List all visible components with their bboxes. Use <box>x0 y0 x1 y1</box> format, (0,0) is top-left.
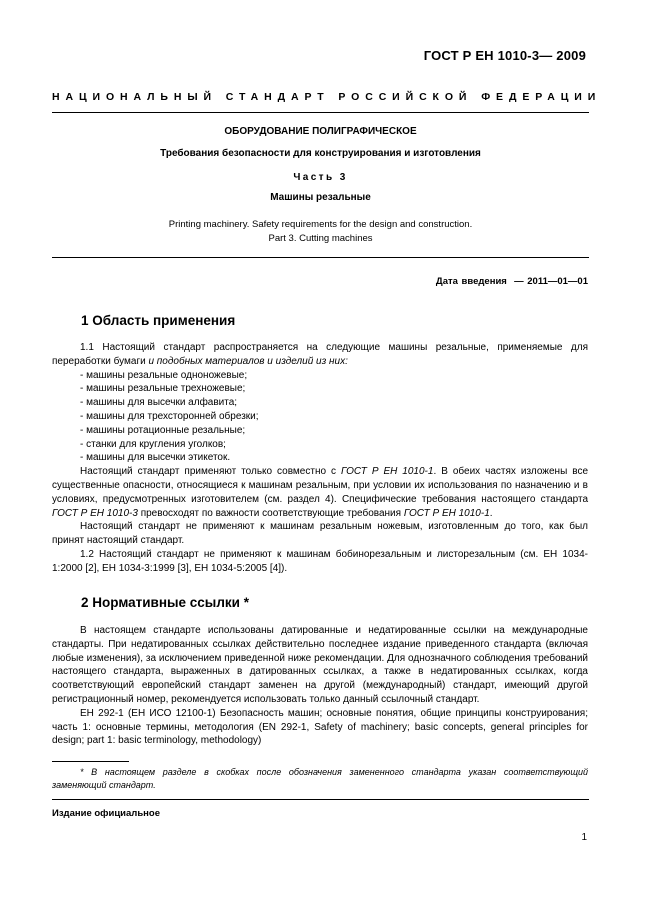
section1-paragraph: 1.2 Настоящий стандарт не применяют к машинам бобинорезальным и листорезальным (см. ЕН 1034-1:2000 [2], ЕН 1034-3:1999 [3], ЕН 1034-5:2005 [4]). <box>52 548 588 574</box>
section1-p2-text-a: Настоящий стандарт применяют только совместно с <box>80 466 341 478</box>
section1-paragraph: Настоящий стандарт не применяют к машинам резальным ножевым, изготовленным до того, как был принят настоящий стандарт. <box>52 521 588 547</box>
title-english-line2: Part 3. Cutting machines <box>268 232 373 244</box>
section2-paragraph: ЕН 292-1 (ЕН ИСО 12100-1) Безопасность машин; основные понятия, общие принципы конструирования; часть 1: основные термины, методология (EN 292-1, Safety of machinery; basic concepts, general principles for design; part 1: basic terminology, methodology) <box>52 707 588 747</box>
list-item: - машины резальные трехножевые; <box>80 383 246 395</box>
official-edition-label: Издание официальное <box>52 808 160 819</box>
national-standard-banner: НАЦИОНАЛЬНЫЙ СТАНДАРТ РОССИЙСКОЙ ФЕДЕРАЦИИ <box>52 91 602 103</box>
page-number: 1 <box>581 832 587 843</box>
title-divider <box>52 257 589 258</box>
section2-heading: 2 Нормативные ссылки * <box>81 595 249 610</box>
list-item: - машины ротационные резальные; <box>80 424 246 436</box>
list-item: - машины для высечки алфавита; <box>80 397 238 409</box>
list-item: - машины резальные одноножевые; <box>80 369 248 381</box>
footnote-text: * В настоящем разделе в скобках после обозначения замененного стандарта указан соответствующий заменяющий стандарт. <box>52 767 588 790</box>
standard-reference: ГОСТ Р ЕН 1010-1 <box>403 507 490 519</box>
section1-p2-text-b: . В обеих частях изложены все существенные опасности, относящиеся к машинам резальным, при условии их использования по назначению и в условиях, предусмотренных изготовителем (см. раздел 4). Специфические требования настоящего стандарта <box>52 466 588 505</box>
list-item: - станки для кругления уголков; <box>80 438 226 450</box>
title-english-line1: Printing machinery. Safety requirements for the design and construction. <box>168 219 473 230</box>
title-part-name: Машины резальные <box>270 192 371 203</box>
footnote <box>52 766 588 792</box>
intro-date-value: — 2011—01—01 <box>514 276 588 287</box>
section2-paragraph: В настоящем стандарте использованы датированные и недатированные ссылки на международные стандарты. При недатированных ссылках действительно последнее издание приведенного стандарта (включая любые изменения), за исключением приведенной ниже рекомендации. Для однозначного соблюдения требований настоящего стандарта, выраженных в датированных ссылках, а также в недатированных ссылках, когда соответствующий европейский стандарт заменен на другой (международный) стандарт, имеющий другой регистрационный номер, рекомендуется использовать только данный ссылочный стандарт. <box>52 625 588 705</box>
section1-body <box>52 341 588 576</box>
section1-paragraph <box>52 465 588 520</box>
section1-heading: 1 Область применения <box>81 313 236 328</box>
title-subtitle: Требования безопасности для конструирования и изготовления <box>160 148 481 159</box>
header-divider <box>52 112 589 113</box>
list-item: - машины для высечки этикеток. <box>80 452 231 464</box>
standard-reference: ГОСТ Р ЕН 1010-3 <box>52 507 138 519</box>
section1-p1-text: 1.1 Настоящий стандарт распространяется на следующие машины резальные, применяемые для переработки бумаги <box>52 342 588 367</box>
machine-list <box>52 369 588 466</box>
footer-divider <box>52 799 589 800</box>
title-main: ОБОРУДОВАНИЕ ПОЛИГРАФИЧЕСКОЕ <box>224 126 417 137</box>
document-number: ГОСТ Р ЕН 1010-3— 2009 <box>423 48 586 63</box>
title-part: Часть 3 <box>293 172 348 183</box>
section1-p2-text-d: . <box>489 507 493 519</box>
intro-date <box>436 276 588 287</box>
section1-p2-text-c: превосходят по важности соответствующие требования <box>137 507 404 519</box>
list-item: - машины для трехсторонней обрезки; <box>80 410 259 422</box>
section2-body <box>52 624 588 748</box>
footnote-divider <box>52 761 129 762</box>
intro-date-label: Дата введения <box>435 276 507 287</box>
standard-reference: ГОСТ Р ЕН 1010-1 <box>340 466 434 478</box>
section1-p1-italic: и подобных материалов и изделий из них: <box>148 355 348 367</box>
title-english <box>52 218 589 245</box>
section1-paragraph <box>52 341 588 369</box>
